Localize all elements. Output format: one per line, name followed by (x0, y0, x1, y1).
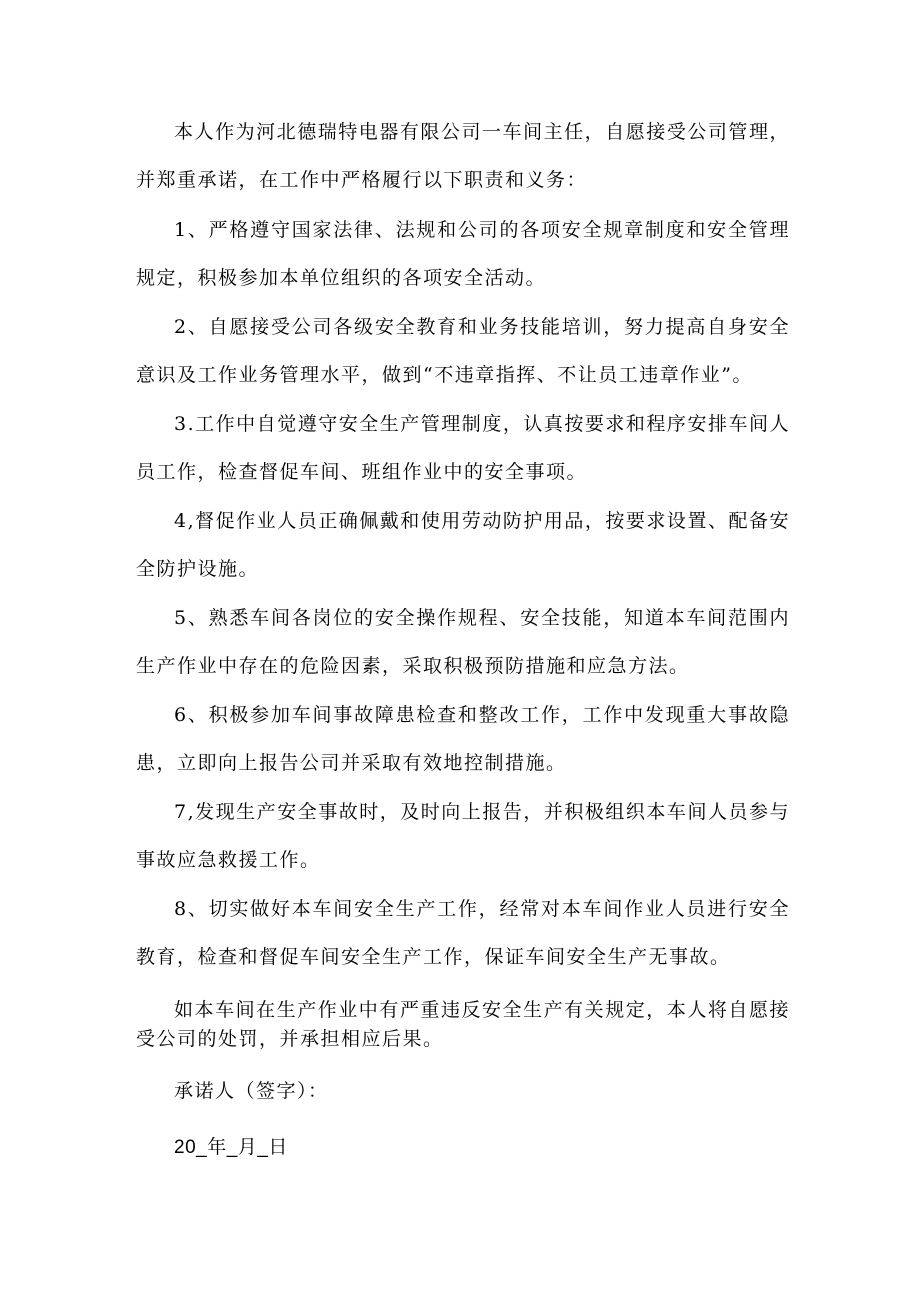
item-2: 2、自愿接受公司各级安全教育和业务技能培训，努力提高自身安全意识及工作业务管理水平，做到“不违章指挥、不让员工违章作业”。 (136, 316, 790, 386)
date-day-sep: _ (257, 1137, 269, 1158)
item-4: 4,督促作业人员正确佩戴和使用劳动防护用品，按要求设置、配备安全防护设施。 (136, 510, 790, 580)
date-month-char: 月 (237, 1136, 258, 1158)
date-day-char: 日 (268, 1136, 288, 1158)
item-3: 3.工作中自觉遵守安全生产管理制度，认真按要求和程序安排车间人员工作，检查督促车间、班组作业中的安全事项。 (136, 413, 790, 483)
date-month-sep: _ (226, 1137, 238, 1158)
item-8: 8、切实做好本车间安全生产工作，经常对本车间作业人员进行安全教育，检查和督促车间安全生产工作，保证车间安全生产无事故。 (136, 898, 790, 968)
closing-paragraph: 如本车间在生产作业中有严重违反安全生产有关规定，本人将自愿接受公司的处罚，并承担相应后果。 (136, 999, 790, 1050)
intro-paragraph: 本人作为河北德瑞特电器有限公司一车间主任，自愿接受公司管理，并郑重承诺，在工作中严格履行以下职责和义务： (136, 121, 790, 191)
item-7: 7,发现生产安全事故时，及时向上报告，并积极组织本车间人员参与事故应急救援工作。 (136, 801, 790, 871)
date-year-char: 年 (207, 1136, 227, 1158)
item-6: 6、积极参加车间事故障患检查和整改工作，工作中发现重大事故隐患，立即向上报告公司并采取有效地控制措施。 (136, 704, 790, 774)
item-5: 5、熟悉车间各岗位的安全操作规程、安全技能，知道本车间范围内生产作业中存在的危险因素，采取积极预防措施和应急方法。 (136, 607, 790, 677)
signature-label: 承诺人（签字）： (174, 1080, 329, 1102)
item-1: 1、严格遵守国家法律、法规和公司的各项安全规章制度和安全管理规定，积极参加本单位组织的各项安全活动。 (136, 219, 790, 289)
date-year-prefix: 20_ (174, 1137, 208, 1158)
date-line (174, 1132, 288, 1159)
